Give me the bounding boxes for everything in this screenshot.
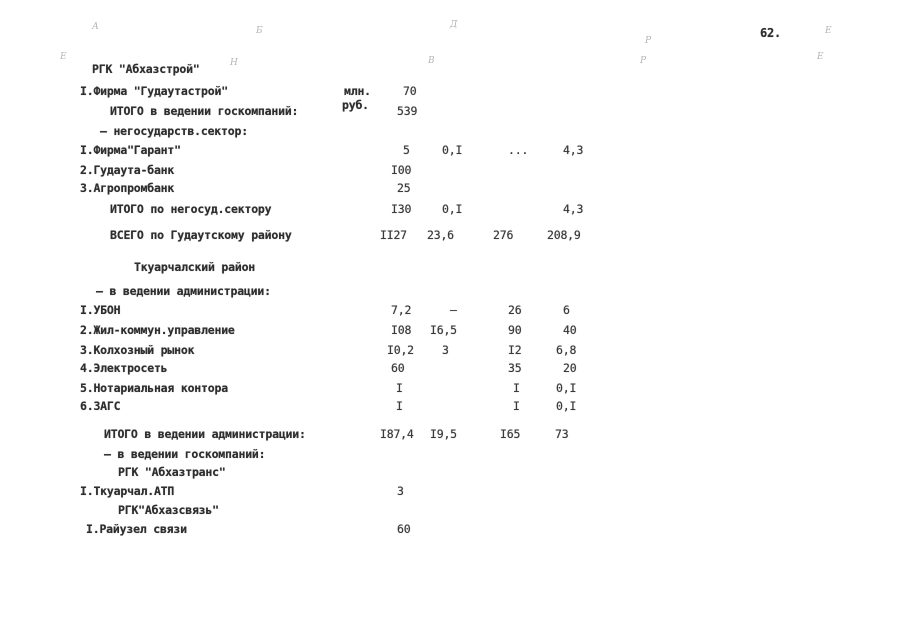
cell-c4: 20: [563, 361, 577, 375]
margin-mark: Е: [825, 26, 832, 36]
cell-c2: 0,I: [442, 143, 463, 157]
margin-mark: Е: [817, 52, 824, 62]
cell-c1: I0,2: [387, 343, 414, 357]
cell-c4: 73: [555, 427, 569, 441]
margin-mark: Е: [60, 52, 67, 62]
row-label: – негосударств.сектор:: [100, 124, 248, 138]
margin-mark: А: [92, 22, 99, 32]
row-label: I.Ткуарчал.АТП: [80, 484, 175, 498]
cell-c1: I08: [391, 323, 412, 337]
cell-c4: 6,8: [556, 343, 577, 357]
cell-c3: 90: [508, 323, 522, 337]
row-label: I.УБОН: [80, 303, 121, 317]
cell-c4: 208,9: [547, 228, 581, 242]
cell-c4: 4,3: [563, 202, 584, 216]
cell-c4: 6: [563, 303, 570, 317]
row-label: – в ведении администрации:: [96, 284, 271, 298]
cell-c3: I: [513, 381, 520, 395]
row-label: 3.Колхозный рынок: [80, 343, 195, 357]
cell-c1: 60: [397, 522, 411, 536]
row-label: 4.Электросеть: [80, 361, 168, 375]
cell-c3: 276: [493, 228, 514, 242]
cell-c1: 60: [391, 361, 405, 375]
cell-c4: 40: [563, 323, 577, 337]
row-label: 3.Агропромбанк: [80, 181, 175, 195]
cell-c1: 539: [397, 104, 418, 118]
cell-c2: I9,5: [430, 427, 457, 441]
cell-c1: 3: [397, 484, 404, 498]
cell-c3: 26: [508, 303, 522, 317]
margin-mark: Д: [450, 20, 458, 30]
cell-c1: II27: [380, 228, 407, 242]
cell-c1: 25: [397, 181, 411, 195]
cell-c1: 5: [403, 143, 410, 157]
cell-c3: 35: [508, 361, 522, 375]
row-label: ИТОГО в ведении госкомпаний:: [110, 104, 299, 118]
cell-c2: 23,6: [427, 228, 454, 242]
cell-c2: I6,5: [430, 323, 457, 337]
units-line-2: руб.: [342, 98, 369, 112]
subsection-title: Ткуарчалский район: [134, 260, 256, 274]
cell-c4: 0,I: [556, 399, 577, 413]
cell-c1: 70: [403, 84, 417, 98]
cell-c3: I: [513, 399, 520, 413]
row-label: – в ведении госкомпаний:: [104, 447, 266, 461]
cell-c4: 0,I: [556, 381, 577, 395]
cell-c1: I: [396, 381, 403, 395]
row-label: 5.Нотариальная контора: [80, 381, 228, 395]
row-label: РГК"Абхазсвязь": [118, 503, 219, 517]
row-label: I.Райузел связи: [86, 522, 187, 536]
cell-c3: ...: [508, 143, 529, 157]
section-title: РГК "Абхазстрой": [92, 62, 200, 76]
row-label: I.Фирма"Гарант": [80, 143, 181, 157]
row-label: 2.Гудаута-банк: [80, 163, 175, 177]
cell-c1: I: [396, 399, 403, 413]
cell-c1: I00: [391, 163, 412, 177]
cell-c4: 4,3: [563, 143, 584, 157]
cell-c3: I65: [500, 427, 521, 441]
row-label: 2.Жил-коммун.управление: [80, 323, 235, 337]
cell-c1: I30: [391, 202, 412, 216]
cell-c2: 3: [442, 343, 449, 357]
cell-c1: 7,2: [391, 303, 412, 317]
page-number: 62.: [760, 26, 782, 40]
row-label: РГК "Абхазтранс": [118, 465, 226, 479]
row-label: ИТОГО в ведении администрации:: [104, 427, 306, 441]
row-label: 6.ЗАГС: [80, 399, 121, 413]
row-label: ВСЕГО по Гудаутскому району: [110, 228, 292, 242]
margin-mark: Р: [640, 56, 647, 66]
margin-mark: В: [428, 56, 435, 66]
margin-mark: Р: [645, 36, 652, 46]
row-label: ИТОГО по негосуд.сектору: [110, 202, 272, 216]
cell-c2: 0,I: [442, 202, 463, 216]
cell-c3: I2: [508, 343, 522, 357]
row-label: I.Фирма "Гудаутастрой": [80, 84, 228, 98]
cell-c1: I87,4: [380, 427, 414, 441]
cell-c2: –: [450, 303, 457, 317]
margin-mark: Б: [256, 26, 263, 36]
margin-mark: Н: [230, 58, 238, 68]
units-line-1: млн.: [344, 84, 371, 98]
